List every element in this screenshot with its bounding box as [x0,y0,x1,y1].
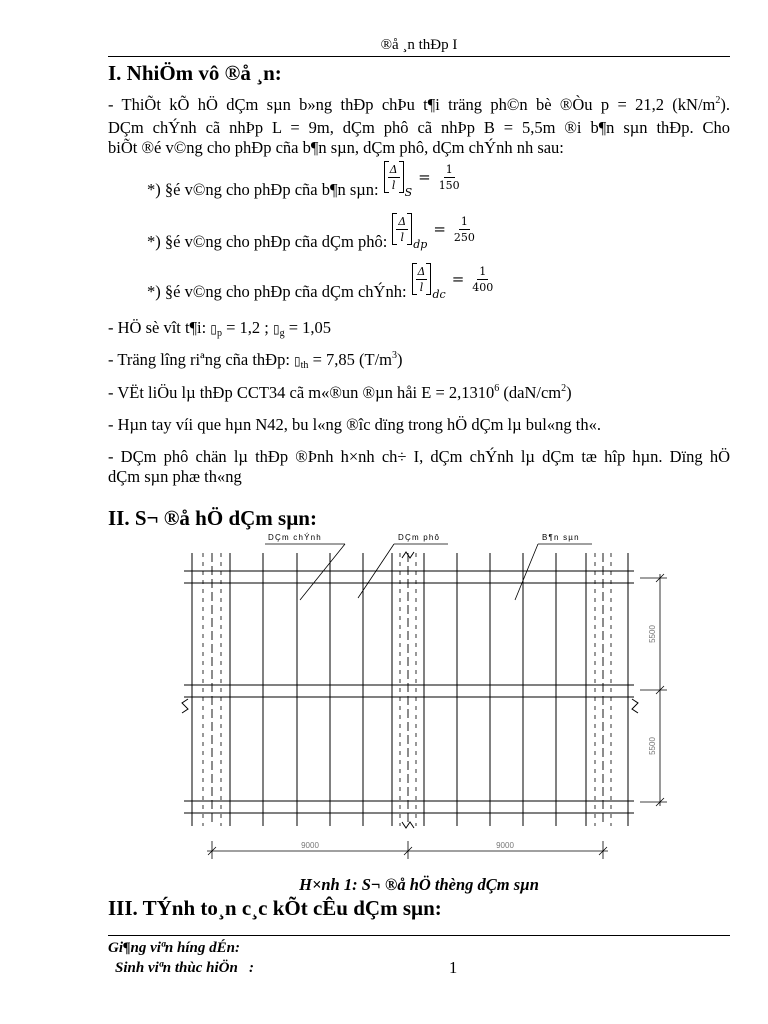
beam-types-paragraph [108,447,730,487]
secondary-beam-label: DÇm phô [398,533,441,542]
intro-line-2: DÇm chÝnh cã nhÞp L = 9m, dÇm phô cã nhÞp B = 5,5m ®i b¶n sµn thÐp. Cho [108,118,730,137]
beam-types-line-2: dÇm sµn phæ th«ng [108,467,242,486]
deflection-row-secondary-beam [147,212,477,252]
break-mark-bottom [402,822,414,828]
formula-subscript: dp [413,238,428,251]
deflection-limit: $\frac{1}{400}$ [472,264,494,294]
dimension-label-vertical-2: 5500 [648,737,657,755]
deflection-row-slab [147,160,462,200]
deflection-limit: $\frac{1}{250}$ [453,214,475,244]
slab-leader [515,544,538,600]
formula-bracket: $\frac{\Delta}{l}$ [384,161,404,193]
student-label: Sinh viªn thùc hiÖn : [115,960,255,976]
intro-paragraph [108,95,730,158]
deflection-label: *) §é v©ng cho phÐp cña b¶n sµn: [147,180,379,199]
deflection-limit: $\frac{1}{150}$ [438,162,460,192]
slab-label: B¶n sµn [542,533,580,542]
vertical-dimension [640,574,667,806]
formula-subscript: dc [432,288,446,301]
main-beam-label: DÇm chÝnh [268,533,322,542]
column-axes [212,553,603,826]
deflection-label: *) §é v©ng cho phÐp cña dÇm chÝnh: [147,282,407,301]
edge-lines [192,553,628,826]
section-2-heading: II. S¬ ®å hÖ dÇm sµn: [108,506,317,530]
dimension-label-vertical-1: 5500 [648,625,657,643]
deflection-formula: $\frac{\Delta}{l}$ S = $\frac{1}{150}$ [384,161,462,193]
supervisor-label: Gi¶ng viªn híng dÉn: [108,940,240,956]
dimension-label-horizontal-2: 9000 [496,841,514,850]
deflection-formula: $\frac{\Delta}{l}$ dc = $\frac{1}{400}$ [412,263,496,295]
break-marks [182,552,638,828]
material-line: - VËt liÖu lµ thÐp CCT34 cã m«®un ®µn håi $E = 2,1310^6$ $(daN/cm^2)$ [108,383,572,402]
formula-subscript: S [404,186,413,199]
callout-secondary-beam [358,533,448,598]
load-factor-line: - HÖ sè vît t¶i: ▯p = 1,2 ; ▯g = 1,05 [108,318,332,339]
section-3-heading: III. TÝnh to¸n c¸c kÕt cÊu dÇm sµn: [108,896,442,920]
main-beam-leader [300,544,345,600]
page-number: 1 [449,958,458,977]
footer-rule [108,935,730,936]
floor-beam-layout-diagram [150,525,680,870]
callout-main-beam [265,533,345,600]
horizontal-dimension [207,841,608,859]
intro-line-3: biÕt ®é v©ng cho phÐp cña b¶n sµn, dÇm phô, dÇm chÝnh nh sau: [108,138,564,157]
intro-line-1: - ThiÕt kÕ hÖ dÇm sµn b»ng thÐp chÞu t¶i träng ph©n bè ®Òu p = 21,2 $(kN/m^2)$. [108,95,730,114]
callout-slab [515,533,592,600]
steel-density-line: - Träng lîng riªng cña thÐp: ▯th = 7,85 $(T/m^3)$ [108,350,403,371]
break-mark-left [182,699,188,713]
deflection-label: *) §é v©ng cho phÐp cña dÇm phô: [147,232,388,251]
column-outlines [203,553,611,826]
main-beams [184,571,634,813]
deflection-formula: $\frac{\Delta}{l}$ dp = $\frac{1}{250}$ [392,213,477,245]
dimension-label-horizontal-1: 9000 [301,841,319,850]
formula-bracket: $\frac{\Delta}{l}$ [392,213,412,245]
formula-bracket: $\frac{\Delta}{l}$ [412,263,432,295]
beam-types-line-1: - DÇm phô chän lµ thÐp ®Þnh h×nh ch÷ I, dÇm chÝnh lµ dÇm tæ hîp hµn. Dïng hÖ [108,447,730,466]
deflection-row-main-beam [147,262,495,302]
break-mark-right [632,699,638,713]
header-rule [108,56,730,57]
figure-caption: H×nh 1: S¬ ®å hÖ thèng dÇm sµn [299,875,539,894]
page-header-title: ®å ¸n thÐp I [380,37,458,53]
section-1-heading: I. NhiÖm vô ®å ¸n: [108,61,282,85]
welding-line: - Hµn tay víi que hµn N42, bu l«ng ®îc dïng trong hÖ dÇm lµ bul«ng th«. [108,415,601,434]
